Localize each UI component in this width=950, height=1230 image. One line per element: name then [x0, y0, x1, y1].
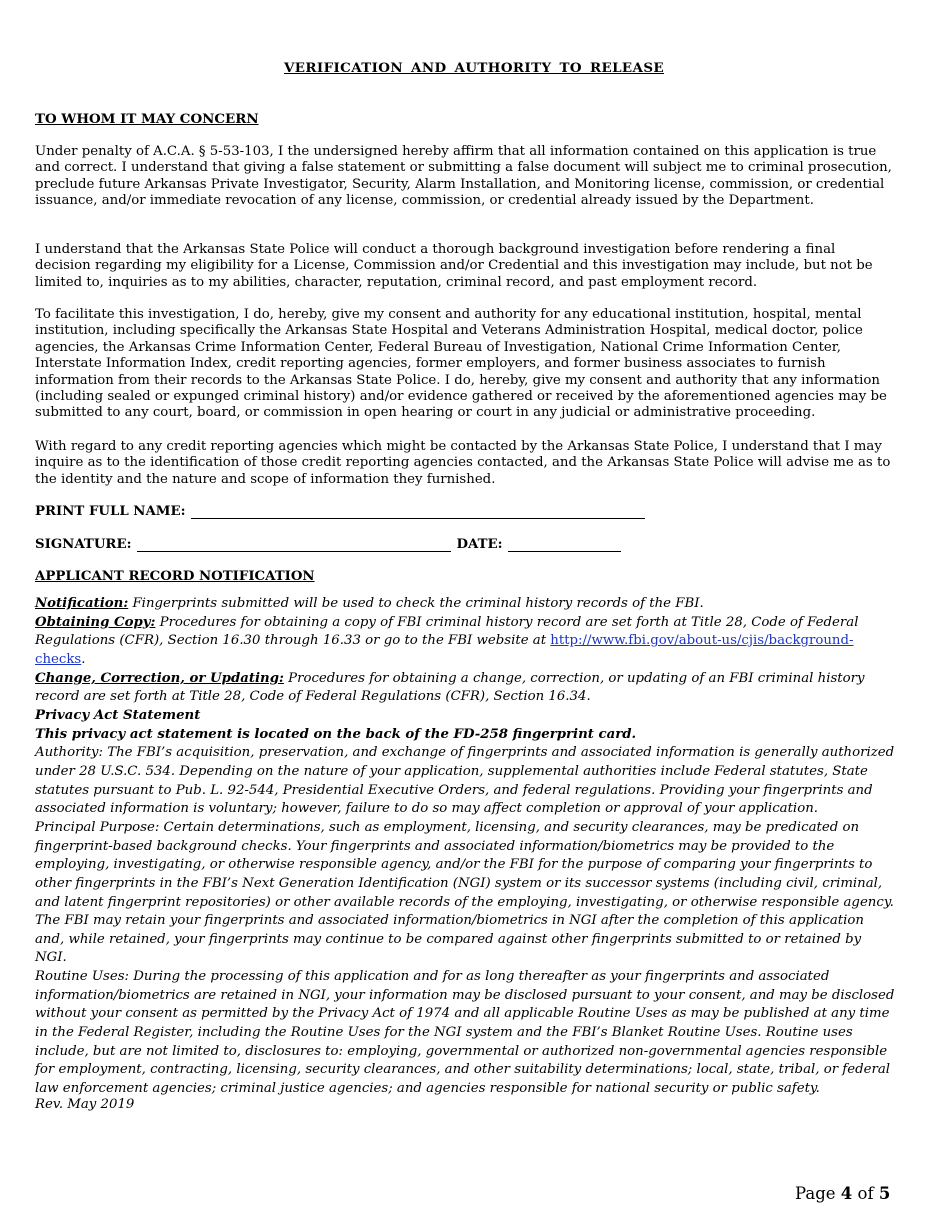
credit-paragraph: With regard to any credit reporting agencies which might be contacted by the Arkansas State Police, I understand that I may inquire as to the identification of those credit reporting agencies contacted, and the Arkansas State Police will advise me as to the identity and the nature and scope of information they furnished.: [35, 439, 891, 487]
page-title: VERIFICATION AND AUTHORITY TO RELEASE: [283, 60, 664, 76]
date-field[interactable]: [508, 537, 621, 552]
change-correction-item: [35, 670, 895, 707]
affirmation-paragraph: Under penalty of A.C.A. § 5-53-103, I the undersigned hereby affirm that all information contained on this application is true and correct. I understand that giving a false statement or submitting a false document will subject me to criminal prosecution, preclude future Arkansas Private Investigator, Security, Alarm Installation, and Monitoring license, commission, or credential issuance, and/or immediate revocation of any license, commission, or credential already issued by the Department.: [35, 144, 892, 209]
revision-date: Rev. May 2019: [35, 1097, 135, 1112]
fbi-background-checks-link[interactable]: http://www.fbi.gov/about-us/cjis/background-checks: [35, 633, 854, 667]
authority-text: Authority: The FBI’s acquisition, preservation, and exchange of fingerprints and associated information is generally authorized under 28 U.S.C. 534. Depending on the nature of your application, supplemental authorities include Federal statutes, State statutes pursuant to Pub. L. 92-544, Presidential Executive Orders, and federal regulations. Providing your fingerprints and associated information is voluntary; however, failure to do so may affect completion or approval of your application.: [35, 745, 895, 817]
change-correction-label: Change, Correction, or Updating:: [35, 670, 284, 686]
date-label: DATE:: [456, 537, 503, 552]
obtaining-copy-end: .: [81, 651, 86, 667]
obtaining-copy-label: Obtaining Copy:: [35, 614, 156, 630]
applicant-record-heading: APPLICANT RECORD NOTIFICATION: [35, 569, 315, 584]
privacy-act-heading: Privacy Act Statement: [35, 707, 201, 723]
of-word: of: [857, 1184, 874, 1203]
notification-text: Fingerprints submitted will be used to check the criminal history records of the FBI.: [128, 596, 704, 611]
full-name-field[interactable]: [191, 504, 645, 519]
signature-field[interactable]: [137, 537, 451, 552]
full-name-row: [35, 504, 645, 519]
privacy-act-location: This privacy act statement is located on the back of the FD-258 fingerprint card.: [35, 726, 637, 742]
full-name-label: PRINT FULL NAME:: [35, 504, 186, 519]
signature-row: [35, 537, 621, 552]
consent-paragraph: To facilitate this investigation, I do, hereby, give my consent and authority for any educational institution, hospital, mental institution, including specifically the Arkansas State Hospital and Veterans Administration Hospital, medical doctor, police agencies, the Arkansas Crime Information Center, Federal Bureau of Investigation, National Crime Information Center, Interstate Information Index, credit reporting agencies, former employers, and former business associates to furnish information from their records to the Arkansas State Police. I do, hereby, give my consent and authority that any information (including sealed or expunged criminal history) and/or evidence gathered or received by the aforementioned agencies may be submitted to any court, board, or commission in open hearing or court in any judicial or administrative proceeding.: [35, 307, 887, 421]
page-number: [795, 1184, 890, 1203]
page-word: Page: [795, 1184, 836, 1203]
obtaining-copy-item: [35, 614, 895, 670]
signature-label: SIGNATURE:: [35, 537, 132, 552]
applicant-record-notice: [35, 595, 895, 1099]
page-current: 4: [840, 1184, 853, 1203]
change-correction-text: Procedures for obtaining a change, correction, or updating of an FBI criminal history record are set forth at Title 28, Code of Federal Regulations (CFR), Section 16.34.: [35, 670, 865, 705]
salutation: TO WHOM IT MAY CONCERN: [35, 111, 259, 127]
page-total: 5: [878, 1184, 891, 1203]
investigation-paragraph: I understand that the Arkansas State Police will conduct a thorough background investigation before rendering a final decision regarding my eligibility for a License, Commission and/or Credential and this investigation may include, but not be limited to, inquiries as to my abilities, character, reputation, criminal record, and past employment record.: [35, 242, 873, 290]
routine-uses-text: Routine Uses: During the processing of this application and for as long thereafter as your fingerprints and associated information/biometrics are retained in NGI, your information may be disclosed pursuant to your consent, and may be disclosed without your consent as permitted by the Privacy Act of 1974 and all applicable Routine Uses as may be published at any time in the Federal Register, including the Routine Uses for the NGI system and the FBI’s Blanket Routine Uses. Routine uses include, but are not limited to, disclosures to: employing, governmental or authorized non-governmental agencies responsible for employment, contracting, licensing, security clearances, and other suitability determinations; local, state, tribal, or federal law enforcement agencies; criminal justice agencies; and agencies responsible for national security or public safety.: [35, 969, 895, 1097]
obtaining-copy-text: Procedures for obtaining a copy of FBI criminal history record are set forth at Title 28, Code of Federal Regulations (CFR), Section 16.30 through 16.33 or go to the FBI website at: [35, 614, 859, 649]
notification-item: [35, 595, 895, 614]
principal-purpose-text: Principal Purpose: Certain determinations, such as employment, licensing, and security clearances, may be predicated on fingerprint-based background checks. Your fingerprints and associated information/biometrics may be provided to the employing, investigating, or otherwise responsible agency, and/or the FBI for the purpose of comparing your fingerprints to other fingerprints in the FBI’s Next Generation Identification (NGI) system or its successor systems (including civil, criminal, and latent fingerprint repositories) or other available records of the employing, investigating, or otherwise responsible agency. The FBI may retain your fingerprints and associated information/biometrics in NGI after the completion of this application and, while retained, your fingerprints may continue to be compared against other fingerprints submitted to or retained by NGI.: [35, 819, 894, 966]
notification-label: Notification:: [35, 596, 129, 611]
